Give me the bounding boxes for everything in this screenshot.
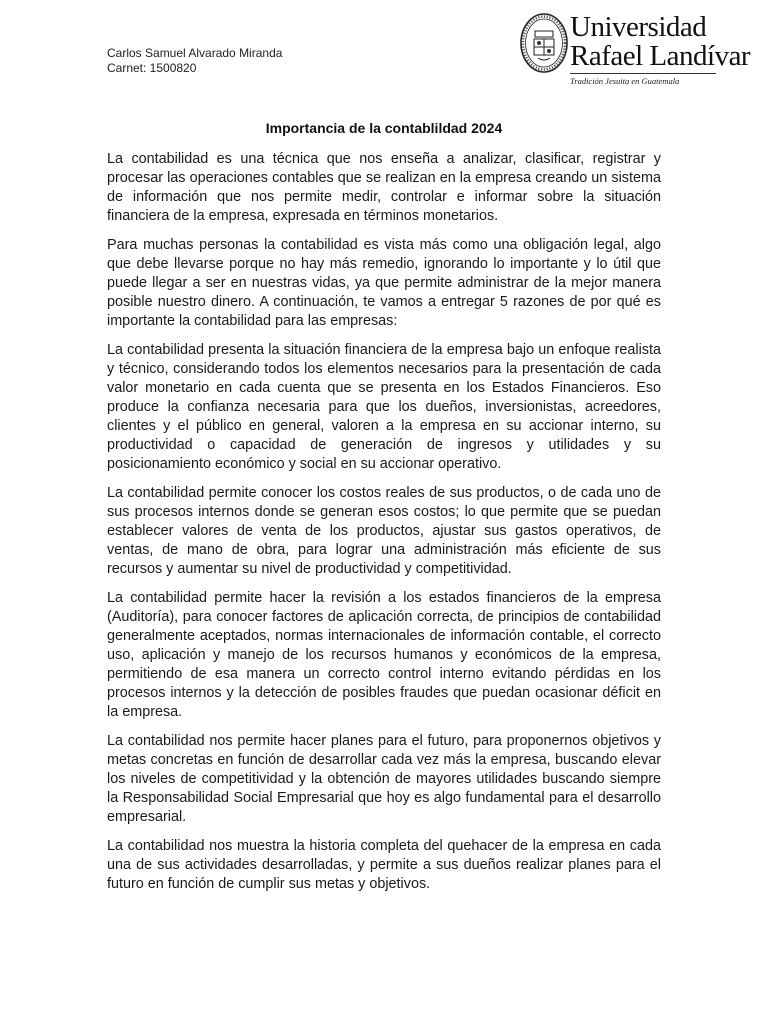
author-block — [107, 46, 282, 76]
author-carnet: Carnet: 1500820 — [107, 61, 197, 75]
paragraph: La contabilidad nos permite hacer planes para el futuro, para proponernos objetivos y metas concretas en función de desarrollar cada vez más la empresa, buscando elevar los niveles de competitividad y la obtención de mayores utilidades buscando siempre la Responsabilidad Social Empresarial que hoy es algo fundamental para el desarrollo empresarial. — [107, 733, 661, 825]
paragraph: La contabilidad permite hacer la revisión a los estados financieros de la empresa (Auditoría), para conocer factores de aplicación correcta, de principios de contabilidad generalmente aceptados, normas internacionales de información contable, el correcto uso, aplicación y manejo de los recursos humanos y económicos de la empresa, permitiendo de esa manera un correcto control interno evitando pérdidas en los procesos internos y la detección de posibles fraudes que puedan ocasionar déficit en la empresa. — [107, 590, 661, 720]
university-logo — [519, 11, 751, 88]
paragraph: La contabilidad nos muestra la historia completa del quehacer de la empresa en cada una de sus actividades desarrolladas, y permite a sus dueños realizar planes para el futuro en función de cumplir sus metas y objetivos. — [107, 838, 661, 892]
logo-line-2: Rafael Landívar — [570, 40, 751, 72]
logo-divider — [570, 73, 716, 74]
paragraph: La contabilidad permite conocer los costos reales de sus productos, o de cada uno de sus procesos internos donde se generan esos costos; lo que permite que se puedan establecer valores de venta de los productos, ajustar sus gastos operativos, de ventas, de mano de obra, para lograr una administración más eficiente de sus recursos y aumentar su nivel de productividad y competitividad. — [107, 485, 661, 577]
author-name: Carlos Samuel Alvarado Miranda — [107, 46, 283, 60]
paragraph: La contabilidad presenta la situación financiera de la empresa bajo un enfoque realista y técnico, considerando todos los elementos necesarios para la presentación de cada valor monetario en cada cuenta que se presenta en los Estados Financieros. Eso produce la confianza necesaria para que los dueños, inversionistas, acreedores, clientes y el público en general, valoren a la empresa en su accionar interno, su productividad o capacidad de generación de ingresos y utilidades y su posicionamiento económico y social en su accionar operativo. — [107, 342, 661, 472]
paragraph: La contabilidad es una técnica que nos enseña a analizar, clasificar, registrar y procesar las operaciones contables que se realizan en la empresa creando un sistema de información que nos permite medir, controlar e informar sobre la situación financiera de la empresa, expresada en términos monetarios. — [107, 151, 661, 224]
paragraph: Para muchas personas la contabilidad es vista más como una obligación legal, algo que debe llevarse porque no hay más remedio, ignorando lo importante y lo útil que puede llegar a ser en nuestras vidas, ya que permite administrar de la mejor manera posible nuestro dinero. A continuación, te vamos a entregar 5 razones de por qué es importante la contabilidad para las empresas: — [107, 237, 661, 329]
document-title: Importancia de la contablildad 2024 — [265, 120, 503, 136]
document-body — [107, 150, 661, 904]
logo-motto: Tradición Jesuita en Guatemala — [570, 76, 680, 86]
university-seal-icon — [519, 12, 569, 74]
logo-line-1: Universidad — [570, 11, 707, 43]
